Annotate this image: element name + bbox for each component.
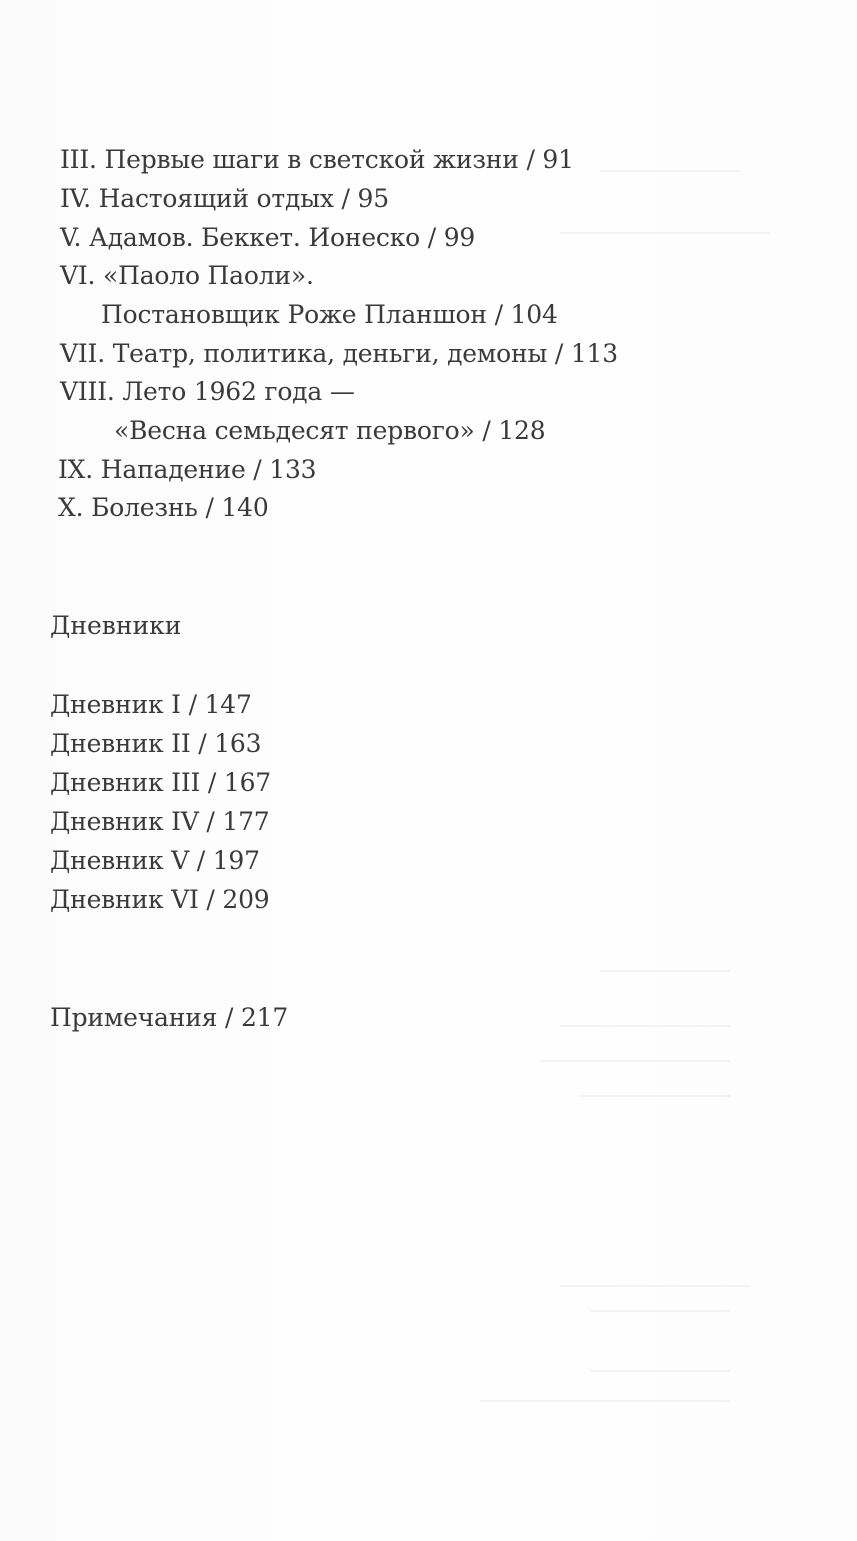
show-through-mark bbox=[600, 170, 740, 172]
toc-entry-diary-3: Дневник III / 167 bbox=[50, 768, 272, 797]
toc-entry-chapter-8: VIII. Лето 1962 года — bbox=[60, 377, 355, 406]
diaries-heading: Дневники bbox=[50, 611, 182, 640]
show-through-mark bbox=[560, 1025, 730, 1027]
toc-entry-chapter-6-continued: Постановщик Роже Планшон / 104 bbox=[101, 300, 558, 329]
show-through-mark bbox=[540, 1060, 730, 1062]
toc-entry-chapter-5: V. Адамов. Беккет. Ионеско / 99 bbox=[60, 223, 476, 252]
toc-entry-chapter-3: III. Первые шаги в светской жизни / 91 bbox=[60, 145, 574, 174]
toc-entry-chapter-10: X. Болезнь / 140 bbox=[58, 493, 269, 522]
toc-entry-chapter-7: VII. Театр, политика, деньги, демоны / 113 bbox=[60, 339, 618, 368]
toc-entry-diary-6: Дневник VI / 209 bbox=[50, 885, 270, 914]
toc-entry-notes: Примечания / 217 bbox=[50, 1003, 289, 1032]
toc-entry-diary-1: Дневник I / 147 bbox=[50, 690, 252, 719]
toc-entry-chapter-4: IV. Настоящий отдых / 95 bbox=[60, 184, 389, 213]
show-through-mark bbox=[580, 1095, 730, 1097]
toc-entry-chapter-9: IX. Нападение / 133 bbox=[58, 455, 317, 484]
toc-entry-diary-2: Дневник II / 163 bbox=[50, 729, 262, 758]
toc-entry-diary-4: Дневник IV / 177 bbox=[50, 807, 270, 836]
show-through-mark bbox=[560, 1285, 750, 1287]
toc-entry-chapter-6: VI. «Паоло Паоли». bbox=[60, 261, 314, 290]
show-through-mark bbox=[590, 1310, 730, 1312]
show-through-mark bbox=[480, 1400, 730, 1402]
toc-entry-chapter-8-continued: «Весна семьдесят первого» / 128 bbox=[114, 416, 546, 445]
show-through-mark bbox=[600, 970, 730, 972]
show-through-mark bbox=[590, 1370, 730, 1372]
toc-entry-diary-5: Дневник V / 197 bbox=[50, 846, 260, 875]
show-through-mark bbox=[560, 232, 770, 234]
